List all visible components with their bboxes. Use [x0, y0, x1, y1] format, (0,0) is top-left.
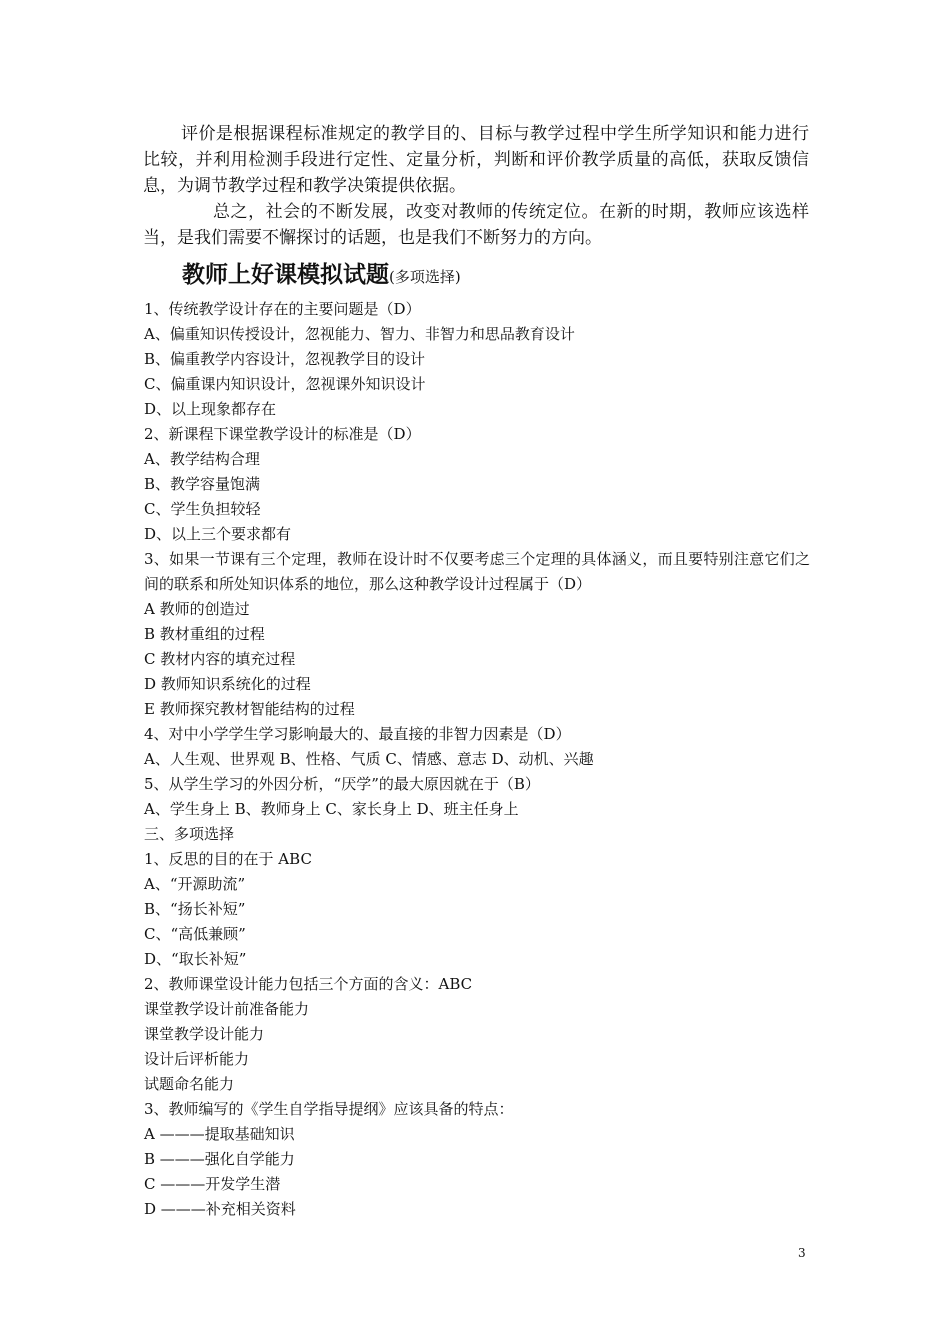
option-line: 课堂教学设计前准备能力 — [144, 1000, 310, 1018]
option-line: A 教师的创造过 — [144, 600, 250, 618]
option-line: E 教师探究教材智能结构的过程 — [144, 700, 355, 718]
question-line: 4、对中小学学生学习影响最大的、最直接的非智力因素是（D） — [144, 725, 571, 743]
page-title — [182, 256, 461, 289]
intro-section — [143, 121, 809, 251]
option-line: B、教学容量饱满 — [144, 475, 261, 493]
option-line: B ———强化自学能力 — [144, 1150, 295, 1168]
option-line: 课堂教学设计能力 — [144, 1025, 265, 1043]
option-line: A、偏重知识传授设计，忽视能力、智力、非智力和思品教育设计 — [144, 325, 575, 343]
option-line: D ———补充相关资料 — [144, 1200, 296, 1218]
question-line: 5、从学生学习的外因分析，“厌学”的最大原因就在于（B） — [144, 775, 540, 793]
question-line: 2、新课程下课堂教学设计的标准是（D） — [144, 425, 421, 443]
option-line: 设计后评析能力 — [144, 1050, 250, 1068]
question-line: 1、传统教学设计存在的主要问题是（D） — [144, 300, 421, 318]
intro-paragraph-evaluation: 评价是根据课程标准规定的教学目的、目标与教学过程中学生所学知识和能力进行比较，并利用检测手段进行定性、定量分析，判断和评价教学质量的高低，获取反馈信息，为调节教学过程和教学决策提供依据。 — [143, 124, 809, 196]
question-line: 3、教师编写的《学生自学指导提纲》应该具备的特点： — [144, 1100, 514, 1118]
option-line: B、偏重教学内容设计，忽视教学目的设计 — [144, 350, 426, 368]
title-main: 教师上好课模拟试题 — [182, 262, 389, 288]
option-line: D、以上现象都存在 — [144, 400, 277, 418]
option-line: B、“扬长补短” — [144, 900, 246, 918]
question-line: 3、如果一节课有三个定理，教师在设计时不仅要考虑三个定理的具体涵义，而且要特别注意它们之间的联系和所处知识体系的地位，那么这种教学设计过程属于（D） — [144, 550, 810, 593]
question-list — [144, 297, 810, 1222]
option-line: A、教学结构合理 — [144, 450, 260, 468]
option-line: D 教师知识系统化的过程 — [144, 675, 311, 693]
title-subtitle: (多项选择) — [389, 268, 461, 286]
question-line: 2、教师课堂设计能力包括三个方面的含义：ABC — [144, 975, 473, 993]
page-number: 3 — [798, 1246, 806, 1260]
option-line: C、学生负担较轻 — [144, 500, 261, 518]
option-line: A、人生观、世界观 B、性格、气质 C、情感、意志 D、动机、兴趣 — [144, 750, 594, 768]
option-line: D、“取长补短” — [144, 950, 247, 968]
intro-paragraph-conclusion: 总之，社会的不断发展，改变对教师的传统定位。在新的时期，教师应该选样当，是我们需要不懈探讨的话题，也是我们不断努力的方向。 — [143, 202, 809, 248]
option-line: 试题命名能力 — [144, 1075, 235, 1093]
option-line: C ———开发学生潜 — [144, 1175, 281, 1193]
option-line: A、学生身上 B、教师身上 C、家长身上 D、班主任身上 — [144, 800, 519, 818]
option-line: D、以上三个要求都有 — [144, 525, 292, 543]
option-line: C 教材内容的填充过程 — [144, 650, 296, 668]
option-line: A、“开源助流” — [144, 875, 246, 893]
question-line: 1、反思的目的在于 ABC — [144, 850, 312, 868]
option-line: B 教材重组的过程 — [144, 625, 265, 643]
option-line: C、“高低兼顾” — [144, 925, 246, 943]
section-heading: 三、多项选择 — [144, 825, 235, 843]
option-line: C、偏重课内知识设计，忽视课外知识设计 — [144, 375, 426, 393]
option-line: A ———提取基础知识 — [144, 1125, 295, 1143]
